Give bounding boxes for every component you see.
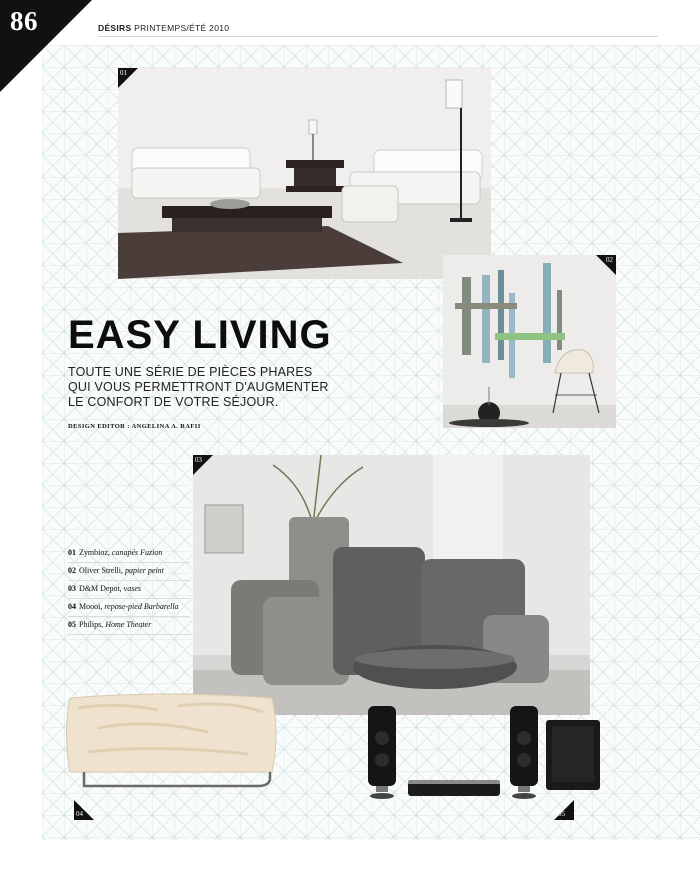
footrest-photo bbox=[58, 688, 284, 792]
product-item: 04 Moooi, repose-pied Barbarella bbox=[68, 599, 190, 617]
badge-04-label: 04 bbox=[76, 810, 83, 818]
badge-02-label: 02 bbox=[606, 256, 613, 264]
product-item: 05 Philips, Home Theater bbox=[68, 617, 190, 635]
article-headline: EASY LIVING bbox=[68, 313, 332, 357]
badge-03-label: 03 bbox=[195, 456, 202, 464]
header-rule bbox=[98, 36, 658, 37]
vases-photo bbox=[193, 455, 590, 715]
vases-illustration bbox=[193, 455, 590, 715]
issue-label: PRINTEMPS/ÉTÉ 2010 bbox=[134, 23, 230, 33]
product-item: 02 Oliver Strelli, papier peint bbox=[68, 563, 190, 581]
section-name: DÉSIRS bbox=[98, 23, 132, 33]
intro-line-3: LE CONFORT DE VOTRE SÉJOUR. bbox=[68, 395, 279, 409]
product-item: 01 Zymbioz, canapés Fuzion bbox=[68, 545, 190, 563]
wallpaper-illustration bbox=[443, 255, 616, 428]
article-intro bbox=[68, 365, 368, 410]
running-header bbox=[98, 23, 229, 33]
intro-line-2: QUI VOUS PERMETTRONT D'AUGMENTER bbox=[68, 380, 329, 394]
product-item: 03 D&M Depot, vases bbox=[68, 581, 190, 599]
wallpaper-photo bbox=[443, 255, 616, 428]
badge-01-label: 01 bbox=[120, 69, 127, 77]
badge-05-label: 05 bbox=[558, 810, 565, 818]
sofa-illustration bbox=[118, 68, 491, 279]
product-credits-list bbox=[68, 545, 190, 635]
home-theater-illustration bbox=[364, 704, 602, 804]
intro-line-1: TOUTE UNE SÉRIE DE PIÈCES PHARES bbox=[68, 365, 313, 379]
home-theater-photo bbox=[364, 704, 602, 804]
sofa-photo bbox=[118, 68, 491, 279]
page-number: 86 bbox=[10, 6, 38, 36]
design-editor-credit: DESIGN EDITOR : ANGELINA A. RAFII bbox=[68, 423, 201, 430]
footrest-illustration bbox=[58, 688, 284, 792]
